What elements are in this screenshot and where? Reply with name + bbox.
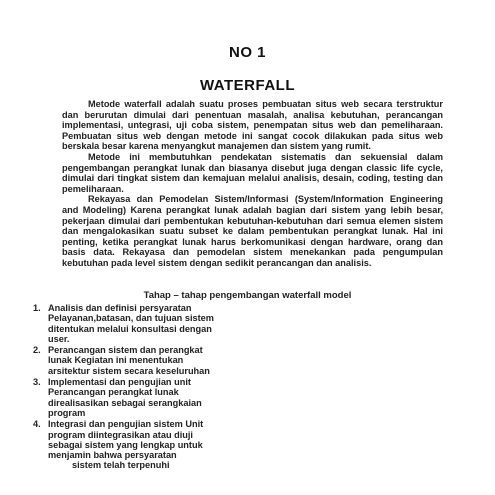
list-line: sebagai sistem yang lengkap untuk: [48, 439, 203, 450]
paragraph: Metode waterfall adalah suatu proses pembuatan situs web secara terstruktur dan berurutan dimulai dari penentuan masalah, analisa kebutuhan, perancangan implementasi, untegrasi, uji coba sistem, penempatan situs web dan pemeliharaan. Pembuatan situs web dengan metode ini sangat cocok dilakukan pada situs web berskala besar karena menyangkut manajemen dan sistem yang rumit.: [62, 99, 443, 152]
list-line: direalisasikan sebagai serangkaian: [48, 397, 202, 408]
list-line: Perancangan sistem dan perangkat: [48, 345, 203, 356]
list-line: arsitektur sistem secara keseluruhan: [48, 365, 210, 376]
list-line: Perancangan perangkat lunak: [48, 387, 179, 398]
list-line: Implementasi dan pengujian unit: [48, 377, 191, 388]
paragraph: Metode ini membutuhkan pendekatan sistematis dan sekuensial dalam pengembangan perangkat lunak dan biasanya disebut juga dengan classic life cycle, dimulai dari tingkat sistem dan kemajuan melalui analisis, desain, coding, testing dan pemeliharaan.: [62, 151, 443, 194]
paragraph: Rekayasa dan Pemodelan Sistem/Informasi (System/Information Engineering and Modeling) Karena perangkat lunak adalah bagian dari sistem yang lebih besar, pekerjaan dimulai dari pembentukan kebutuhan-kebutuhan dari semua elemen sistem dan mengalokasikan suatu subset ke dalam pembentukan perangkat lunak. Hal ini penting, ketika perangkat lunak harus berkomunikasi dengan hardware, orang dan basis data. Rekayasa dan pemodelan sistem menekankan pada pengumpulan kebutuhan pada level sistem dengan sedikit perancangan dan analisis.: [62, 194, 443, 268]
page-title: WATERFALL: [199, 77, 296, 94]
list-line: Integrasi dan pengujian sistem Unit: [48, 419, 204, 430]
list-number: 3.: [33, 377, 41, 388]
list-number: 1.: [33, 303, 41, 313]
list-line: sistem telah terpenuhi: [72, 460, 170, 471]
list-number: 2.: [33, 345, 41, 356]
list-line: program diintegrasikan atau diuji: [48, 429, 193, 440]
list-item: [33, 303, 243, 344]
list-item: [33, 419, 243, 470]
list-line: ditentukan melalui konsultasi dengan: [48, 323, 212, 334]
body-text: [62, 99, 443, 269]
stages-list: [33, 303, 243, 472]
list-line: Analisis dan definisi persyaratan: [48, 303, 192, 313]
list-item: [33, 345, 243, 376]
list-number: 4.: [33, 419, 41, 430]
section-number: NO 1: [228, 44, 266, 61]
stages-heading: Tahap – tahap pengembangan waterfall model: [143, 290, 352, 301]
list-item: [33, 377, 243, 418]
list-line: menjamin bahwa persyaratan: [48, 450, 177, 461]
list-line: Pelayanan,batasan, dan tujuan sistem: [48, 313, 214, 324]
list-line: lunak Kegiatan ini menentukan: [48, 355, 184, 366]
list-line: program: [48, 407, 86, 418]
list-line: user.: [48, 333, 70, 344]
